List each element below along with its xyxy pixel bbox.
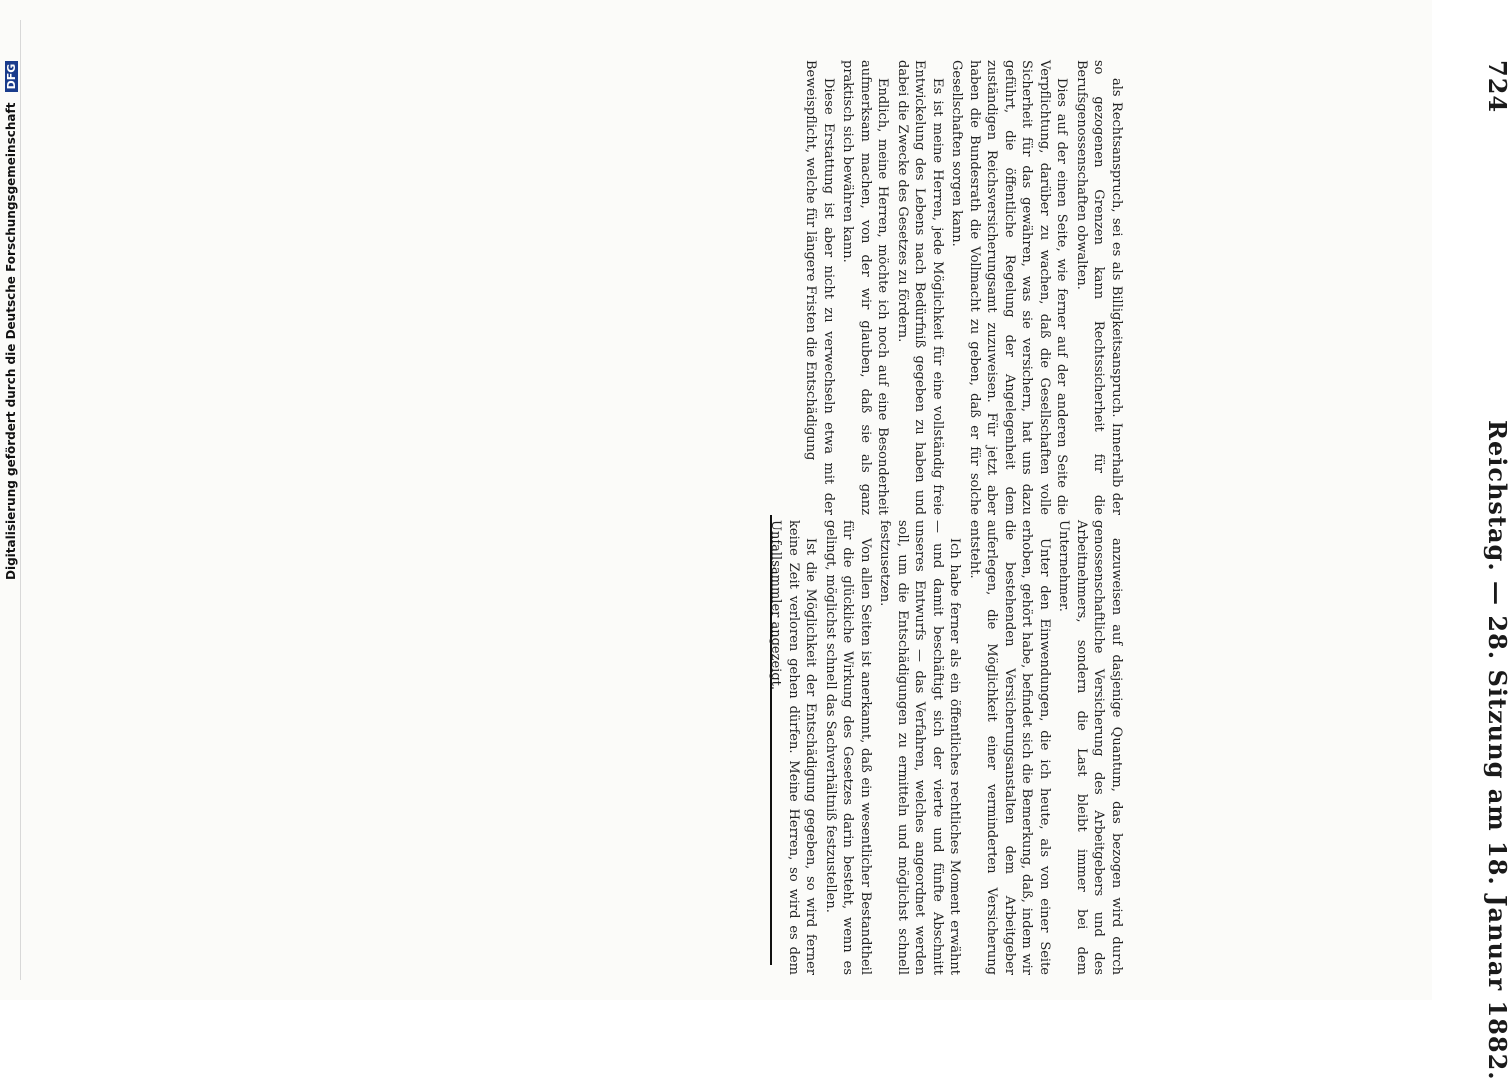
paragraph: Endlich, meine Herren, möchte ich noch auf eine Besonderheit aufmerksam machen, von der wir glauben, daß sie als ganz praktisch sich bewähren kann. <box>840 60 891 515</box>
column-right <box>85 520 1125 975</box>
paragraph: Ist die Möglichkeit der Entschädigung gegeben, so wird ferner keine Zeit verloren gehen dürfen. Meine Herren, so wird es dem Unfallsammler angezeigt. <box>768 520 819 975</box>
paragraph: Es ist meine Herren, jede Möglichkeit für eine vollständig freie Entwickelung des Lebens nach Bedürfniß gegeben zu haben und dabei die Zwecke des Gesetzes zu fördern. <box>895 60 945 515</box>
paragraph: als Rechtsanspruch, sei es als Billigkeitsanspruch. Innerhalb der so gezogenen Grenzen kann Rechtssicherheit für die Berufsgenossenschaften obwalten. <box>1074 60 1124 515</box>
column-left <box>85 60 1125 515</box>
digitization-credit <box>4 61 18 580</box>
paragraph: Von allen Seiten ist anerkannt, daß ein wesentlicher Bestandtheil für die glückliche Wirkung des Gesetzes darin besteht, wenn es gelingt, möglichst schnell das Sachverhältniß festzustellen. <box>823 520 873 975</box>
page-header <box>1483 60 1512 1081</box>
paragraph: Unter den Einwendungen, die ich heute, als von einer Seite erhoben, gehört habe, befindet sich die Bemerkung, daß, indem wir die bestehenden Versicherungsanstalten dem Arbeitgeber auferlegen, die Möglichkeit einer verminderten Versicherung entsteht. <box>967 520 1052 975</box>
paragraph: Dies auf der einen Seite, wie ferner auf der anderen Seite die Verpflichtung, darüber zu wachen, daß die Gesellschaften volle Sicherheit für das gewähren, was sie versichern, hat uns dazu geführt, die öffentliche Regelung der Angelegenheit dem zuständigen Reichsversicherungsamt zuzuweisen. Für jetzt aber haben die Bundesrath die Vollmacht zu geben, daß er für solche Gesellschaften sorgen kann. <box>949 60 1070 515</box>
page-edge <box>20 20 21 980</box>
paragraph: Diese Erstattung ist aber nicht zu verwechseln etwa mit der Beweispflicht, welche für längere Fristen die Entschädigung <box>803 60 836 515</box>
dfg-logo: DFG <box>5 61 18 93</box>
paragraph: anzuweisen auf dasjenige Quantum, das bezogen wird durch genossenschaftliche Versicherung des Arbeitgebers und des Arbeitnehmers, sondern die Last bleibt immer bei dem Unternehmer. <box>1056 520 1124 975</box>
digitization-credit-text: Digitalisierung gefördert durch die Deutsche Forschungsgemeinschaft <box>4 102 18 580</box>
running-title: Reichstag. — 28. Sitzung am 18. Januar 1882. <box>1483 420 1512 1081</box>
paragraph: Ich habe ferner als ein öffentliches rechtliches Moment erwähnt — und damit beschäftigt sich der vierte und fünfte Abschnitt unseres Entwurfs — das Verfahren, welches angeordnet werden soll, um die Entschädigungen zu ermitteln und möglichst schnell festzusetzen. <box>877 520 963 975</box>
page-number: 724 <box>1483 60 1512 114</box>
